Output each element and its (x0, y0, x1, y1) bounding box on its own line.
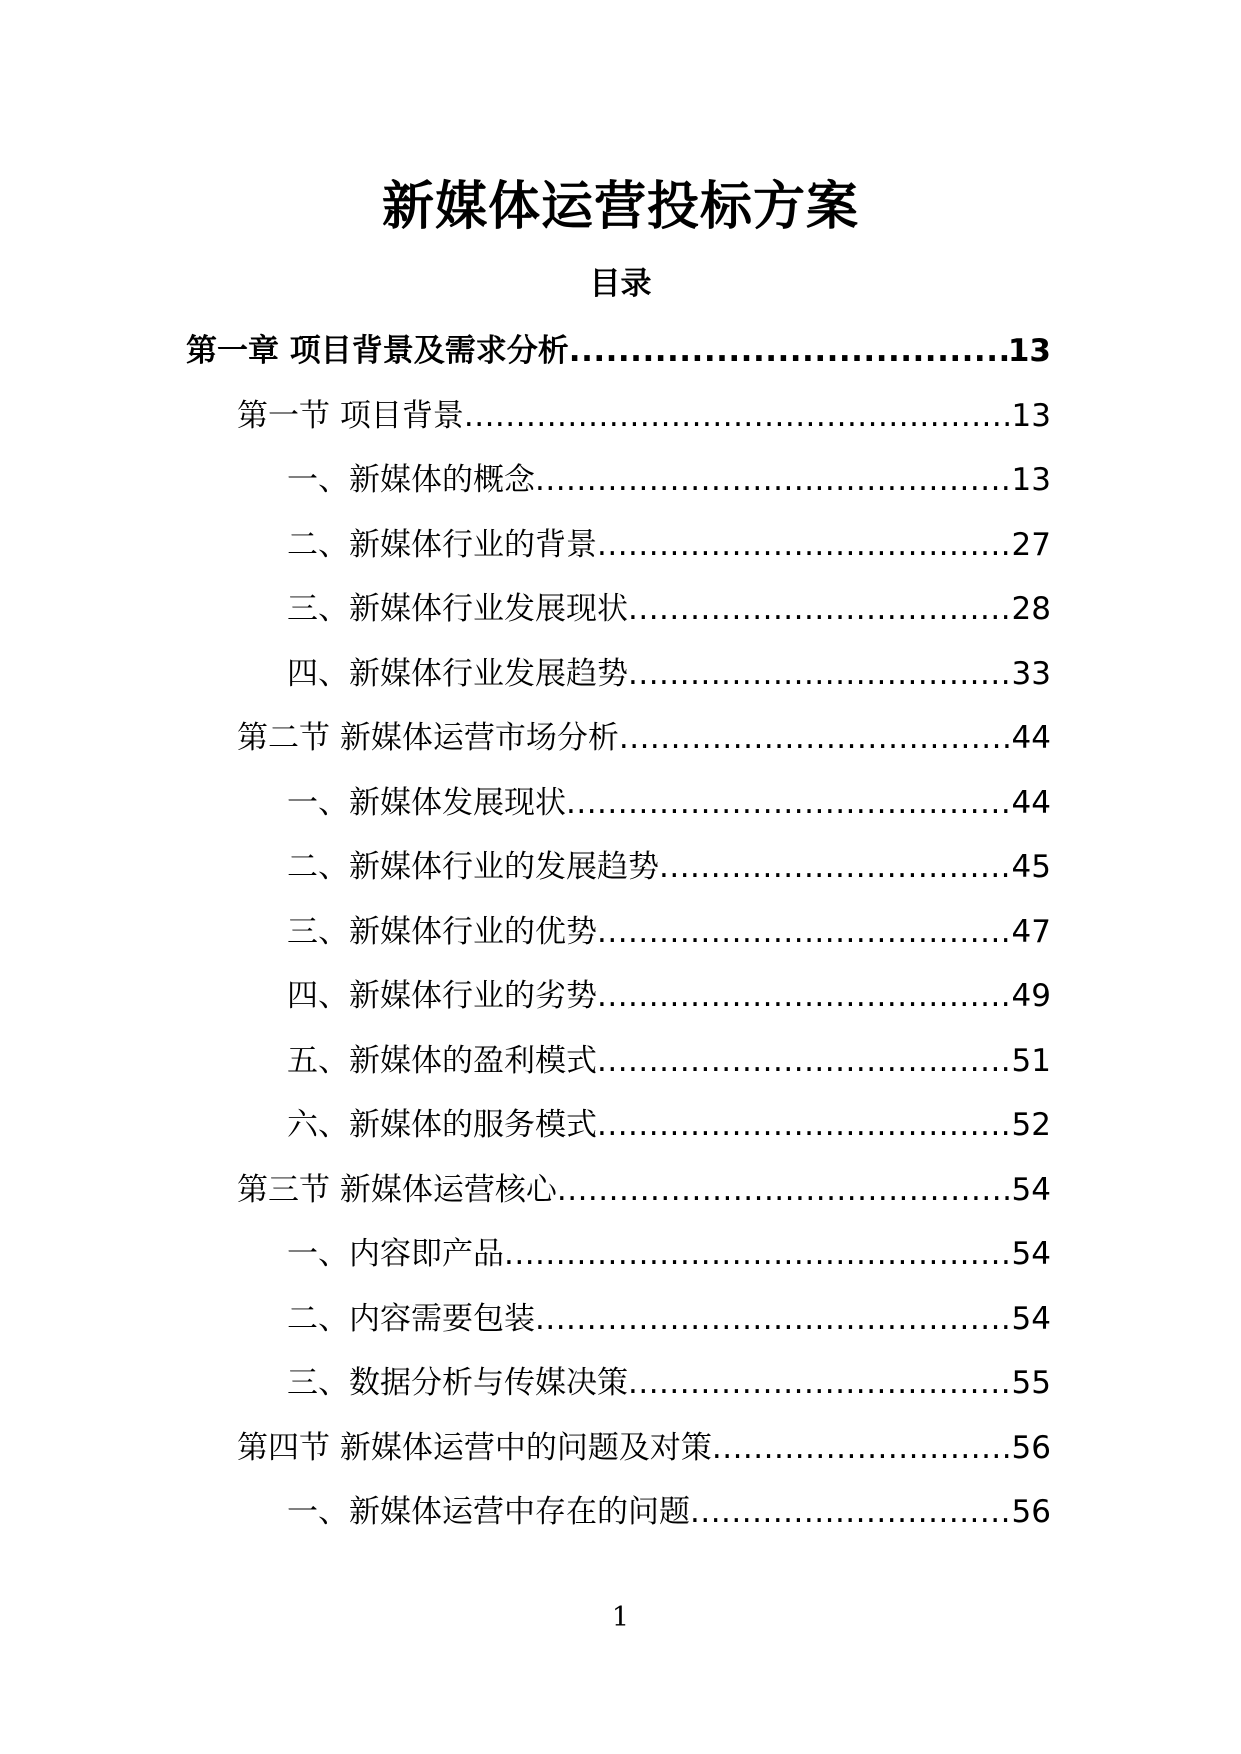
toc-entry-title: 第二节 新媒体运营市场分析 (237, 720, 619, 756)
toc-entry-page: 55 (1011, 1365, 1051, 1401)
toc-entry-page: 28 (1011, 591, 1051, 627)
toc-entry-title: 一、新媒体发展现状 (287, 785, 566, 821)
toc-entry-title: 二、新媒体行业的背景 (287, 527, 597, 563)
toc-entry-page: 51 (1011, 1043, 1051, 1079)
toc-leader-dots (597, 907, 1012, 957)
toc-leader-dots (690, 1487, 1012, 1537)
toc-entry-page: 49 (1011, 978, 1051, 1014)
toc-entry[interactable] (287, 971, 1051, 1021)
toc-entry[interactable] (287, 1294, 1051, 1344)
toc-leader-dots (464, 391, 1012, 441)
toc-entry[interactable] (287, 455, 1051, 505)
toc-entry-page: 13 (1011, 462, 1051, 498)
toc-leader-dots (597, 1036, 1012, 1086)
toc-leader-dots (557, 1165, 1012, 1215)
toc-entry-page: 47 (1011, 914, 1051, 950)
toc-entry[interactable] (237, 1423, 1051, 1473)
toc-entry-title: 一、新媒体运营中存在的问题 (287, 1494, 690, 1530)
toc-entry-title: 第一节 项目背景 (237, 398, 464, 434)
toc-entry-page: 33 (1011, 656, 1051, 692)
toc-entry[interactable] (287, 907, 1051, 957)
toc-entry[interactable] (287, 520, 1051, 570)
toc-entry-title: 第四节 新媒体运营中的问题及对策 (237, 1430, 712, 1466)
toc-leader-dots (712, 1423, 1012, 1473)
toc-leader-dots (597, 1100, 1012, 1150)
toc-entry[interactable] (237, 713, 1051, 763)
toc-entry-page: 54 (1011, 1301, 1051, 1337)
toc-leader-dots (628, 649, 1012, 699)
toc-entry-title: 一、新媒体的概念 (287, 462, 535, 498)
toc-entry-page: 44 (1011, 720, 1051, 756)
toc-entry-title: 第一章 项目背景及需求分析 (186, 333, 569, 369)
toc-leader-dots (569, 326, 1008, 376)
toc-entry-title: 第三节 新媒体运营核心 (237, 1172, 557, 1208)
toc-entry-page: 56 (1011, 1430, 1051, 1466)
toc-leader-dots (597, 520, 1012, 570)
toc-entry[interactable] (237, 1165, 1051, 1215)
toc-entry-title: 二、新媒体行业的发展趋势 (287, 849, 659, 885)
toc-entry-title: 三、数据分析与传媒决策 (287, 1365, 628, 1401)
toc-entry[interactable] (287, 1229, 1051, 1279)
toc-leader-dots (628, 1358, 1012, 1408)
toc-entry-title: 六、新媒体的服务模式 (287, 1107, 597, 1143)
toc-entry-title: 五、新媒体的盈利模式 (287, 1043, 597, 1079)
document-title: 新媒体运营投标方案 (381, 177, 859, 237)
toc-leader-dots (659, 842, 1012, 892)
toc-entry[interactable] (287, 1487, 1051, 1537)
toc-entry-page: 52 (1011, 1107, 1051, 1143)
toc-entry-page: 27 (1011, 527, 1051, 563)
toc-entry[interactable] (237, 391, 1051, 441)
toc-entry[interactable] (186, 326, 1051, 376)
toc-entry[interactable] (287, 1358, 1051, 1408)
toc-entry-page: 54 (1011, 1172, 1051, 1208)
toc-leader-dots (597, 971, 1012, 1021)
toc-entry-page: 56 (1011, 1494, 1051, 1530)
toc-leader-dots (619, 713, 1012, 763)
toc-entry[interactable] (287, 778, 1051, 828)
toc-leader-dots (628, 584, 1012, 634)
toc-entry-page: 44 (1011, 785, 1051, 821)
toc-entry-title: 三、新媒体行业发展现状 (287, 591, 628, 627)
page-number: 1 (611, 1602, 630, 1633)
toc-entry-title: 二、内容需要包装 (287, 1301, 535, 1337)
toc-entry[interactable] (287, 649, 1051, 699)
toc-entry-page: 54 (1011, 1236, 1051, 1272)
toc-entry-title: 四、新媒体行业的劣势 (287, 978, 597, 1014)
toc-entry[interactable] (287, 1036, 1051, 1086)
toc-leader-dots (566, 778, 1012, 828)
toc-entry-page: 13 (1011, 398, 1051, 434)
toc-heading: 目录 (589, 266, 652, 302)
toc-entry-page: 13 (1007, 333, 1051, 369)
toc-entry[interactable] (287, 842, 1051, 892)
toc-leader-dots (504, 1229, 1012, 1279)
toc-entry-title: 一、内容即产品 (287, 1236, 504, 1272)
toc-entry-title: 三、新媒体行业的优势 (287, 914, 597, 950)
toc-leader-dots (535, 1294, 1012, 1344)
toc-entry-title: 四、新媒体行业发展趋势 (287, 656, 628, 692)
toc-entry-page: 45 (1011, 849, 1051, 885)
toc-entry[interactable] (287, 1100, 1051, 1150)
toc-entry[interactable] (287, 584, 1051, 634)
toc-leader-dots (535, 455, 1012, 505)
